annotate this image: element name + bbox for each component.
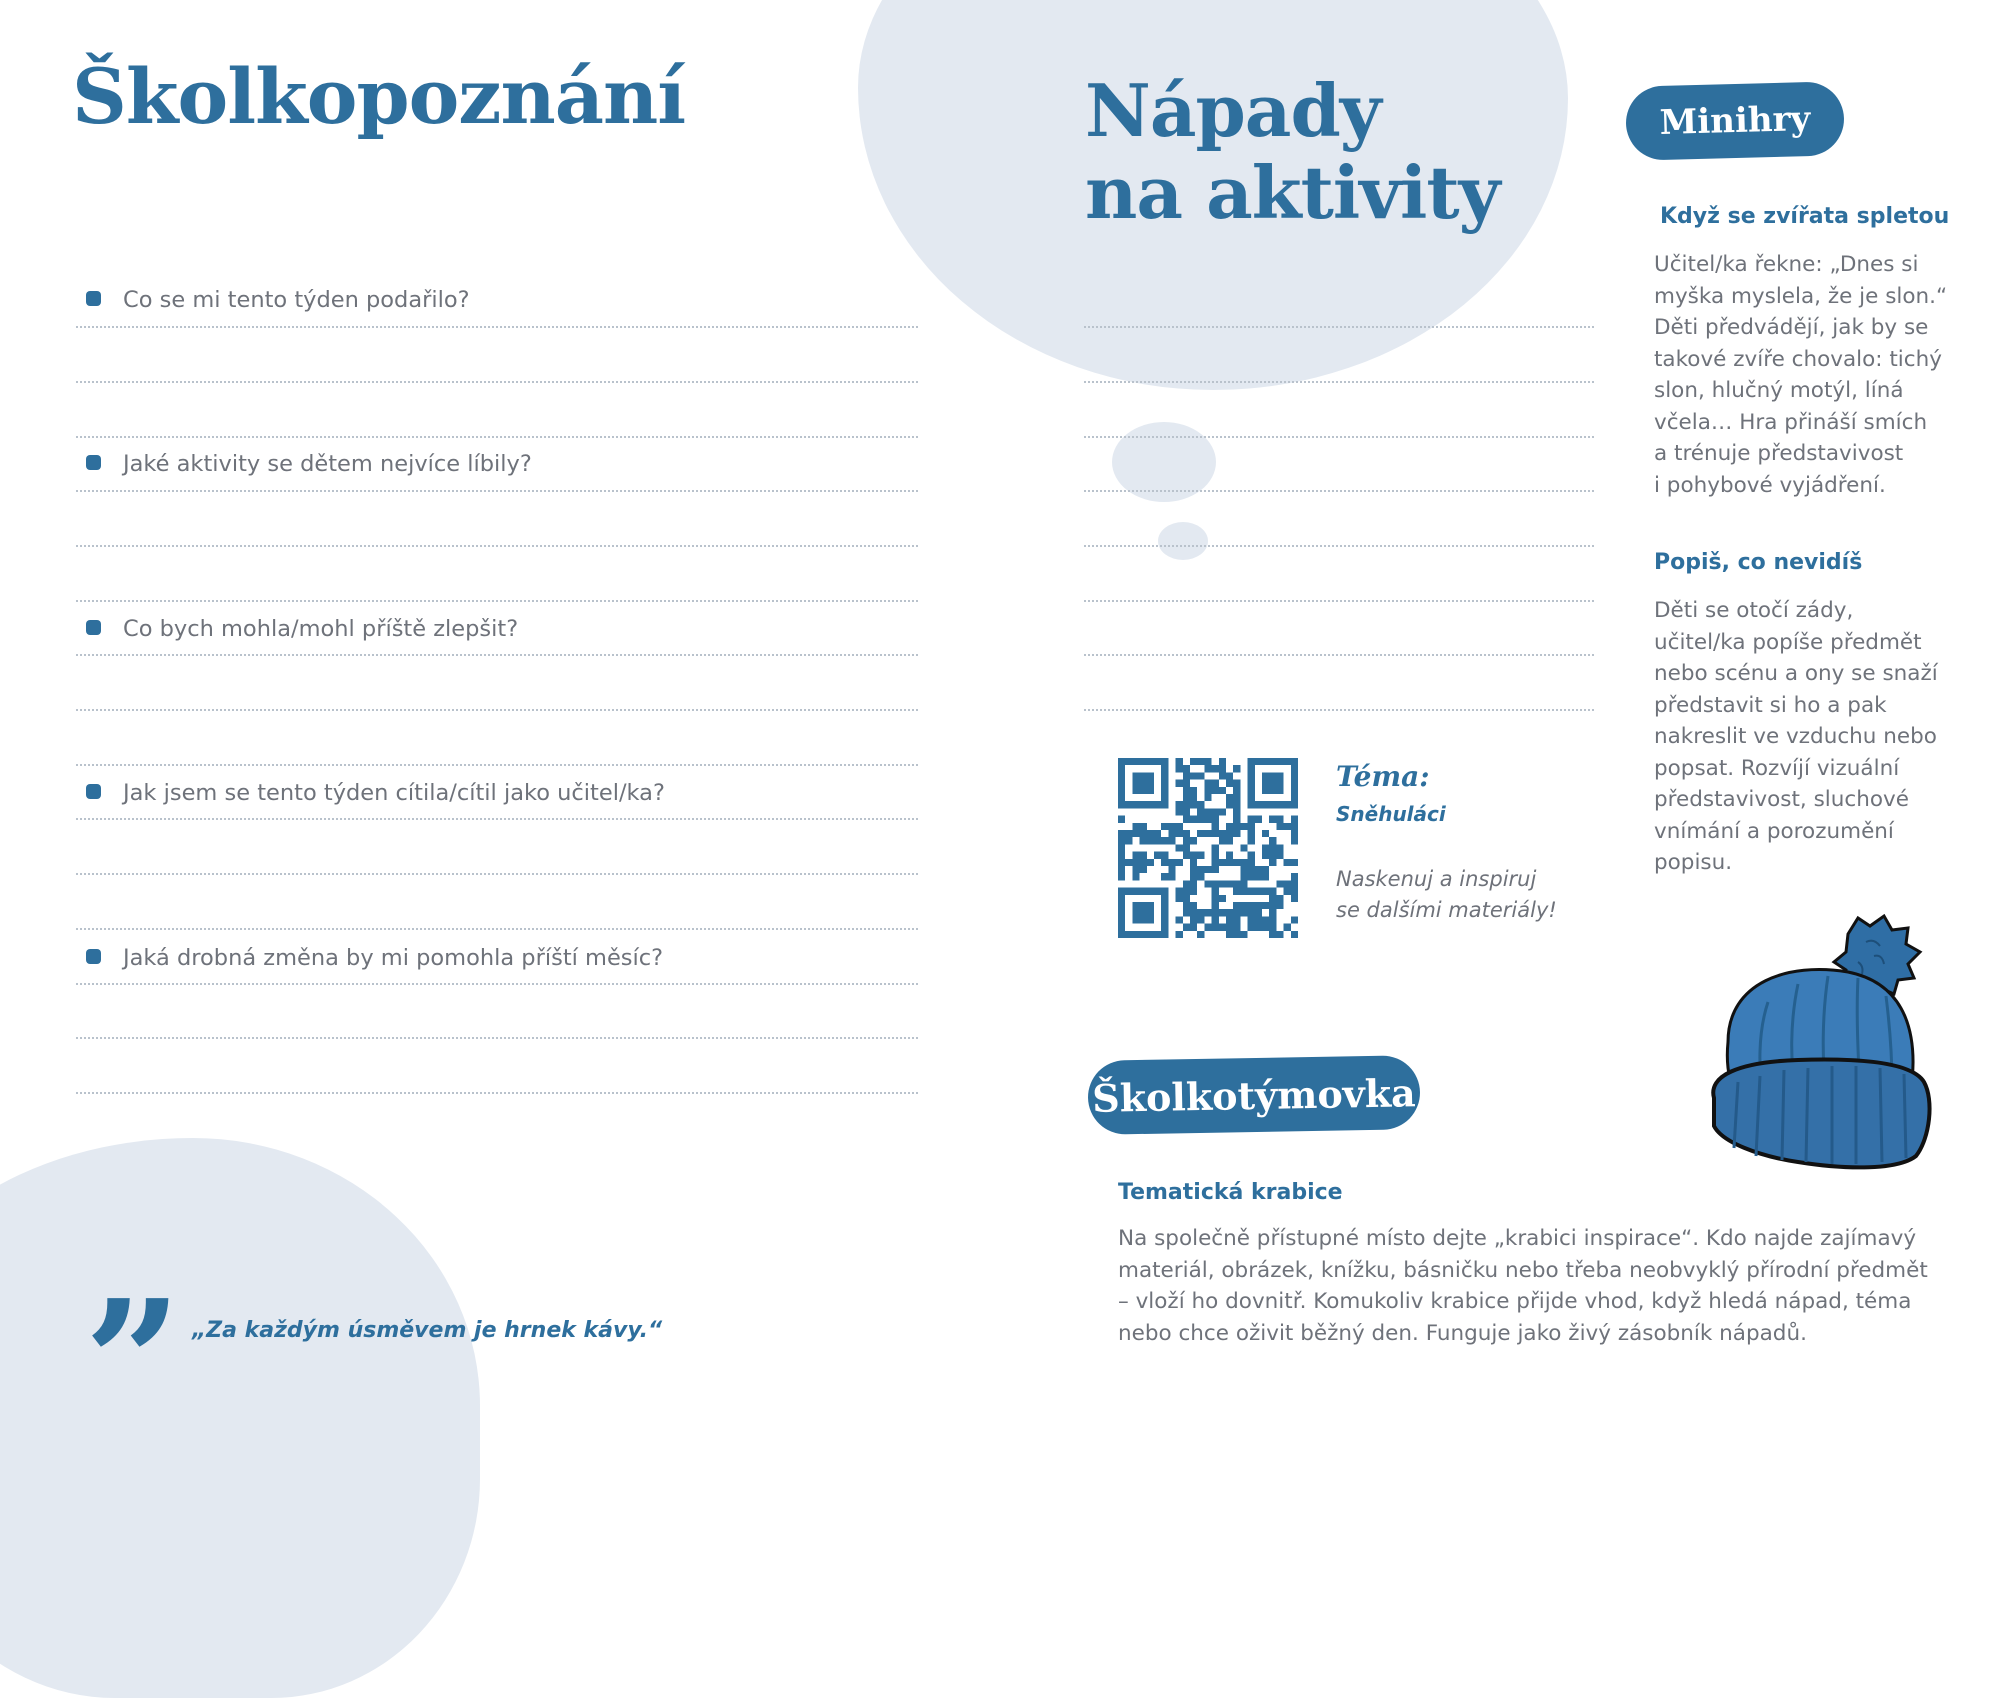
note-line[interactable] <box>1084 600 1594 602</box>
game-1-title: Když se zvířata spletou <box>1660 204 1950 229</box>
note-line[interactable] <box>1084 436 1594 438</box>
answer-line[interactable] <box>76 873 918 875</box>
paragraph-line: Učitel/ka řekne: „Dnes si <box>1654 252 1919 277</box>
paragraph-line: takové zvíře chovalo: tichý <box>1654 346 1942 372</box>
answer-line[interactable] <box>76 545 918 547</box>
page-title-left: Školkopoznání <box>72 52 686 141</box>
paragraph-line: vnímání a porozumění <box>1654 818 1894 844</box>
answer-line[interactable] <box>76 600 918 602</box>
question-text: Co se mi tento týden podařilo? <box>123 287 470 313</box>
bubble-small <box>1158 522 1208 560</box>
answer-line[interactable] <box>76 381 918 383</box>
paragraph-line: slon, hlučný motýl, líná <box>1654 378 1904 403</box>
quote-text: „Za každým úsměvem je hrnek kávy.“ <box>192 1318 663 1343</box>
question-2 <box>86 451 532 477</box>
note-line[interactable] <box>1084 545 1594 547</box>
quote-icon: ” <box>84 1263 182 1463</box>
scan-line: Naskenuj a inspiruj <box>1336 867 1537 891</box>
paragraph-line: nebo chce oživit běžný den. Funguje jako živý zásobník nápadů. <box>1118 1320 1807 1346</box>
section-title-minihry: Minihry <box>1625 81 1845 161</box>
paragraph-line: Na společně přístupné místo dejte „krabici inspirace“. Kdo najde zajímavý <box>1118 1226 1917 1251</box>
qr-code[interactable] <box>1118 758 1298 938</box>
tema-value: Sněhuláci <box>1336 802 1446 826</box>
paragraph-line: popsat. Rozvíjí vizuální <box>1654 755 1900 781</box>
answer-line[interactable] <box>76 436 918 438</box>
bullet-icon <box>86 291 101 306</box>
question-1 <box>86 287 470 313</box>
game-2-description <box>1654 595 1938 879</box>
paragraph-line: a trénuje představivost <box>1654 441 1904 466</box>
title-line-2: na aktivity <box>1085 150 1500 235</box>
answer-line[interactable] <box>76 983 918 985</box>
game-1-description <box>1654 249 1947 501</box>
paragraph-line: materiál, obrázek, knížku, básničku nebo třeba neobvyklý přírodní předmět <box>1118 1257 1928 1283</box>
scan-text <box>1336 864 1557 926</box>
paragraph-line: – vloží ho dovnitř. Komukoliv krabice přijde vhod, když hledá nápad, téma <box>1118 1289 1912 1314</box>
answer-line[interactable] <box>76 709 918 711</box>
paragraph-line: myška myslela, že je slon.“ <box>1654 283 1948 309</box>
game-2-title: Popiš, co nevidíš <box>1654 550 1863 575</box>
answer-line[interactable] <box>76 928 918 930</box>
paragraph-line: představivost, sluchové <box>1654 787 1909 812</box>
note-line[interactable] <box>1084 381 1594 383</box>
bullet-icon <box>86 620 101 635</box>
bullet-icon <box>86 455 101 470</box>
paragraph-line: včela… Hra přináší smích <box>1654 409 1928 435</box>
question-text: Jaké aktivity se dětem nejvíce líbily? <box>123 451 532 477</box>
question-5 <box>86 945 663 971</box>
answer-line[interactable] <box>76 490 918 492</box>
section-title-skolkotymovka: Školkotýmovka <box>1087 1055 1420 1135</box>
question-4 <box>86 780 665 806</box>
paragraph-line: Děti se otočí zády, <box>1654 598 1854 623</box>
question-text: Jak jsem se tento týden cítila/cítil jako učitel/ka? <box>123 780 665 806</box>
paragraph-line: popisu. <box>1654 850 1733 875</box>
answer-line[interactable] <box>76 764 918 766</box>
tema-label: Téma: <box>1336 760 1430 793</box>
page-title-middle <box>1085 70 1500 234</box>
paragraph-line: i pohybové vyjádření. <box>1654 472 1886 498</box>
answer-line[interactable] <box>76 818 918 820</box>
note-line[interactable] <box>1084 490 1594 492</box>
question-text: Co bych mohla/mohl příště zlepšit? <box>123 616 519 642</box>
box-paragraph <box>1118 1223 1928 1349</box>
paragraph-line: nakreslit ve vzduchu nebo <box>1654 724 1937 749</box>
title-line-1: Nápady <box>1085 68 1381 153</box>
question-text: Jaká drobná změna by mi pomohla příští měsíc? <box>123 945 664 971</box>
paragraph-line: představit si ho a pak <box>1654 692 1887 718</box>
note-line[interactable] <box>1084 709 1594 711</box>
answer-line[interactable] <box>76 1092 918 1094</box>
note-line[interactable] <box>1084 326 1594 328</box>
answer-line[interactable] <box>76 326 918 328</box>
paragraph-line: Děti předvádějí, jak by se <box>1654 315 1929 340</box>
bullet-icon <box>86 949 101 964</box>
answer-line[interactable] <box>76 654 918 656</box>
paragraph-line: učitel/ka popíše předmět <box>1654 629 1922 655</box>
winter-hat-illustration <box>1698 912 1938 1174</box>
corner-blob <box>0 1138 480 1698</box>
paragraph-line: nebo scénu a ony se snaží <box>1654 661 1938 686</box>
box-heading: Tematická krabice <box>1118 1180 1343 1205</box>
answer-line[interactable] <box>76 1037 918 1039</box>
question-3 <box>86 616 518 642</box>
note-line[interactable] <box>1084 654 1594 656</box>
scan-line: se dalšími materiály! <box>1336 898 1557 922</box>
bullet-icon <box>86 784 101 799</box>
